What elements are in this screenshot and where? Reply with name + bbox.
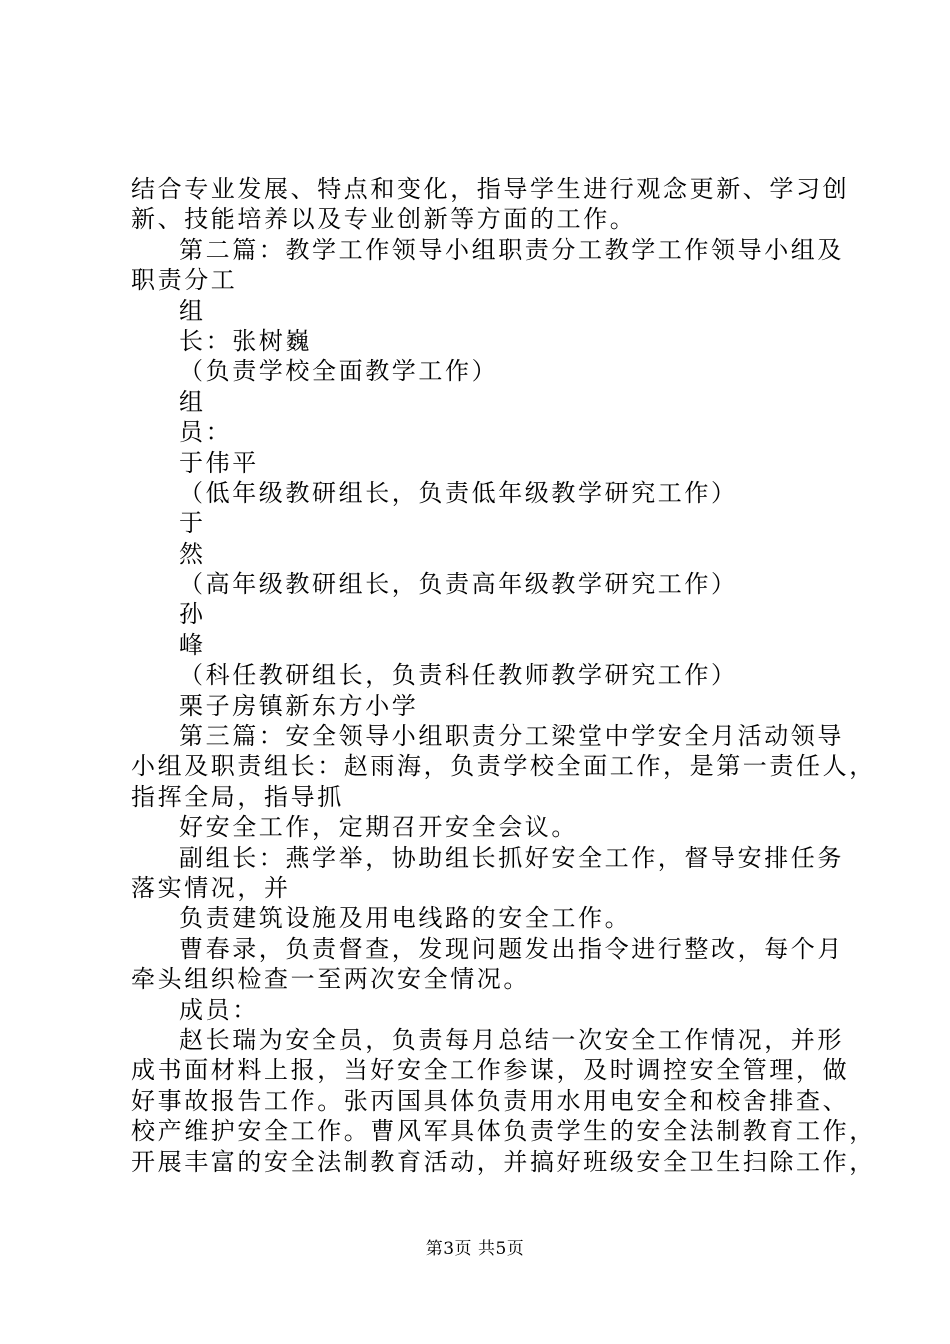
text-line: 落实情况，并	[131, 873, 291, 902]
text-line: 新、技能培养以及专业创新等方面的工作。	[131, 205, 637, 234]
page-number: 第3页 共5页	[425, 1239, 525, 1259]
document-body	[131, 174, 876, 1177]
text-line: 好事故报告工作。张丙国具体负责用水用电安全和校舍排查、	[131, 1086, 850, 1115]
section-heading-3: 第三篇：安全领导小组职责分工梁堂中学安全月活动领导	[179, 722, 844, 751]
text-line: 于伟平	[179, 448, 259, 477]
text-line: 孙	[179, 600, 206, 629]
text-line: 曹春录，负责督查，发现问题发出指令进行整改，每个月	[179, 934, 844, 963]
text-line: 赵长瑞为安全员，负责每月总结一次安全工作情况，并形	[179, 1025, 844, 1054]
text-line: 员：	[179, 418, 233, 447]
text-line: 指挥全局，指导抓	[131, 782, 344, 811]
text-line: 于	[179, 509, 206, 538]
text-line: 组	[179, 296, 206, 325]
text-line: （科任教研组长，负责科任教师教学研究工作）	[179, 661, 738, 690]
text-line: 小组及职责组长：赵雨海，负责学校全面工作，是第一责任人，	[131, 752, 876, 781]
text-line: 职责分工	[131, 266, 238, 295]
text-line: 成书面材料上报，当好安全工作参谋，及时调控安全管理，做	[131, 1056, 850, 1085]
text-line: 结合专业发展、特点和变化，指导学生进行观念更新、学习创	[131, 175, 850, 203]
text-line: 长：张树巍	[179, 326, 312, 355]
text-line: 然	[179, 539, 206, 568]
text-line: 组	[179, 387, 206, 416]
section-heading-2: 第二篇：教学工作领导小组职责分工教学工作领导小组及	[179, 235, 844, 264]
text-line: 牵头组织检查一至两次安全情况。	[131, 965, 530, 994]
text-line: 开展丰富的安全法制教育活动，并搞好班级安全卫生扫除工作，	[131, 1147, 876, 1176]
text-line: 栗子房镇新东方小学	[179, 691, 419, 720]
text-line: （低年级教研组长，负责低年级教学研究工作）	[179, 478, 738, 507]
text-line: （负责学校全面教学工作）	[179, 357, 499, 386]
text-line: 负责建筑设施及用电线路的安全工作。	[179, 904, 632, 933]
text-line: 好安全工作，定期召开安全会议。	[179, 813, 578, 842]
text-line: 成员：	[179, 995, 259, 1024]
text-line: （高年级教研组长，负责高年级教学研究工作）	[179, 570, 738, 599]
text-line: 峰	[179, 630, 206, 659]
text-line: 校产维护安全工作。曹风军具体负责学生的安全法制教育工作，	[131, 1117, 876, 1146]
text-line: 副组长：燕学举，协助组长抓好安全工作，督导安排任务	[179, 843, 844, 872]
